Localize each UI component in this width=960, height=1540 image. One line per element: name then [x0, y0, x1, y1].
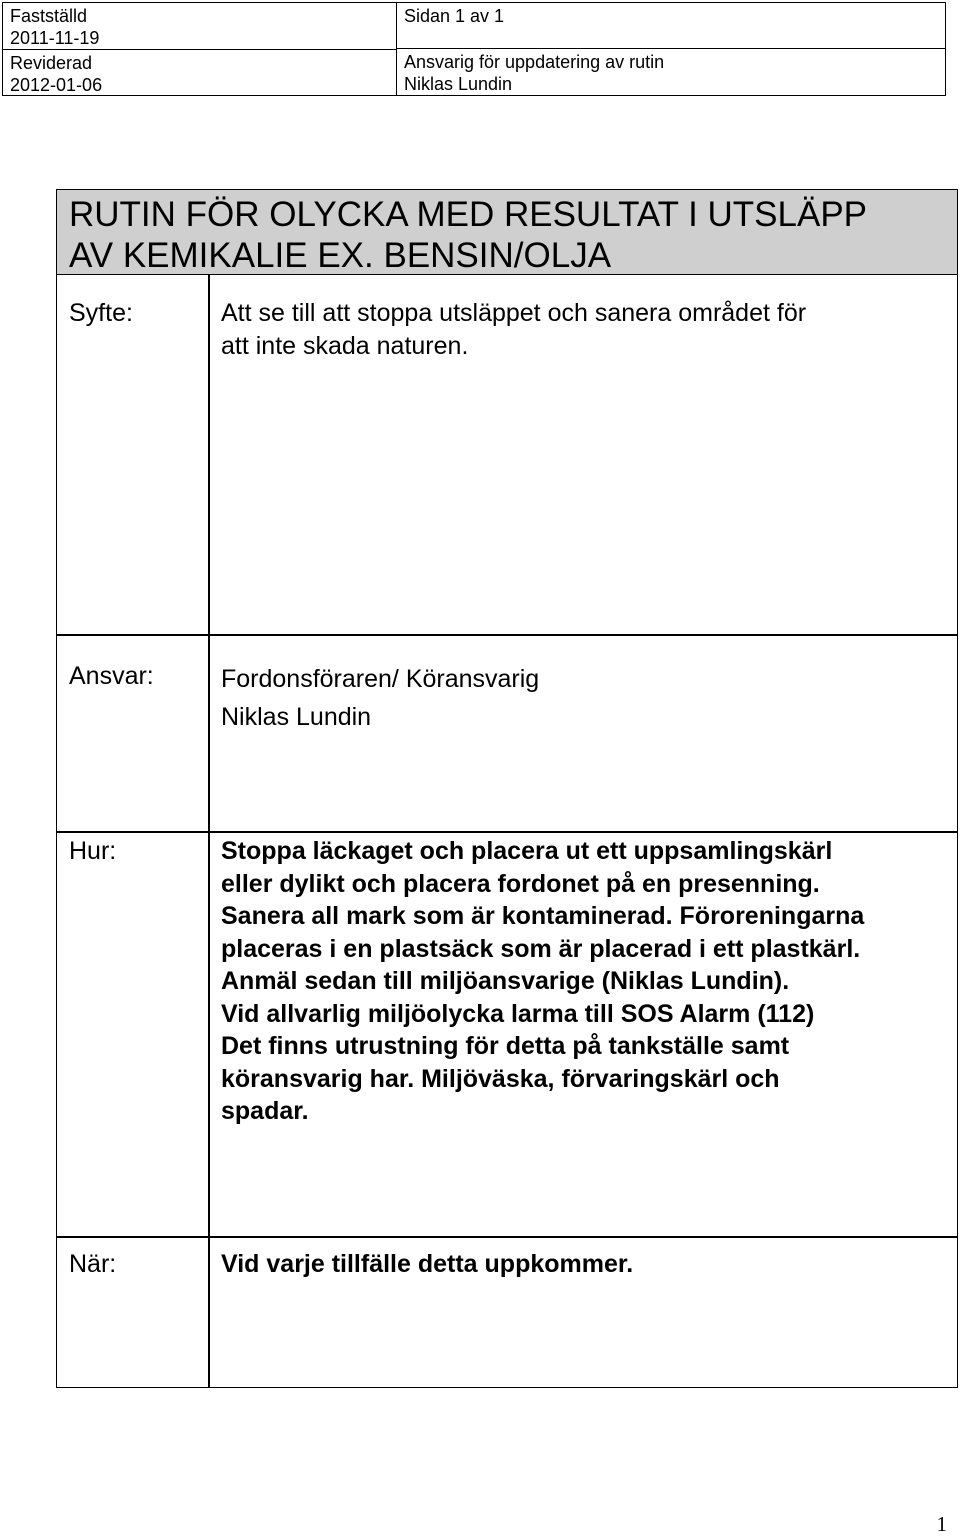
page-number: 1 [936, 1512, 947, 1536]
purpose-content [221, 297, 951, 362]
established-label: Fastställd [10, 6, 88, 26]
how-line: Vid allvarlig miljöolycka larma till SOS Alarm (112) [221, 999, 815, 1028]
title-line-2: AV KEMIKALIE EX. BENSIN/OLJA [69, 236, 612, 275]
page-info-cell [397, 3, 945, 49]
how-line: Anmäl sedan till miljöansvarige (Niklas Lundin). [221, 967, 790, 995]
how-line: Det finns utrustning för detta på tankställe samt [221, 1032, 790, 1060]
responsible-label: Ansvarig för uppdatering av rutin [404, 52, 665, 72]
row-divider [57, 831, 957, 833]
responsibility-content [221, 660, 951, 736]
how-line: Stoppa läckaget och placera ut ett uppsamlingskärl [221, 837, 833, 865]
purpose-label: Syfte: [69, 299, 133, 327]
document-title [57, 190, 957, 275]
how-line: köransvarig har. Miljöväska, förvaringskärl och [221, 1064, 780, 1093]
title-line-1: RUTIN FÖR OLYCKA MED RESULTAT I UTSLÄPP [69, 195, 868, 234]
when-content: Vid varje tillfälle detta uppkommer. [221, 1250, 634, 1278]
how-line: eller dylikt och placera fordonet på en presenning. [221, 869, 820, 898]
how-content [221, 835, 951, 1128]
purpose-line-1: Att se till att stoppa utsläppet och sanera området för [221, 299, 807, 327]
established-cell [3, 3, 396, 50]
when-label: När: [69, 1250, 117, 1278]
revised-date: 2012-01-06 [10, 75, 103, 95]
revised-cell [3, 50, 396, 96]
revised-label: Reviderad [10, 53, 93, 73]
responsibility-line-1: Fordonsföraren/ Köransvarig [221, 665, 540, 693]
row-divider [57, 634, 957, 636]
row-divider [57, 1236, 957, 1238]
purpose-line-2: att inte skada naturen. [221, 331, 469, 360]
routine-form-table [56, 189, 958, 1388]
how-line: spadar. [221, 1097, 309, 1125]
responsible-name: Niklas Lundin [404, 74, 513, 94]
header-right-column [397, 3, 945, 95]
how-line: placeras i en plastsäck som är placerad i ett plastkärl. [221, 934, 861, 963]
how-label: Hur: [69, 837, 117, 865]
header-left-column [3, 3, 397, 95]
document-header [2, 2, 946, 96]
responsible-cell [397, 49, 945, 95]
page-info: Sidan 1 av 1 [404, 6, 505, 26]
responsibility-line-2: Niklas Lundin [221, 703, 372, 731]
established-date: 2011-11-19 [10, 28, 100, 48]
how-line: Sanera all mark som är kontaminerad. Föroreningarna [221, 902, 865, 930]
responsibility-label: Ansvar: [69, 662, 154, 690]
